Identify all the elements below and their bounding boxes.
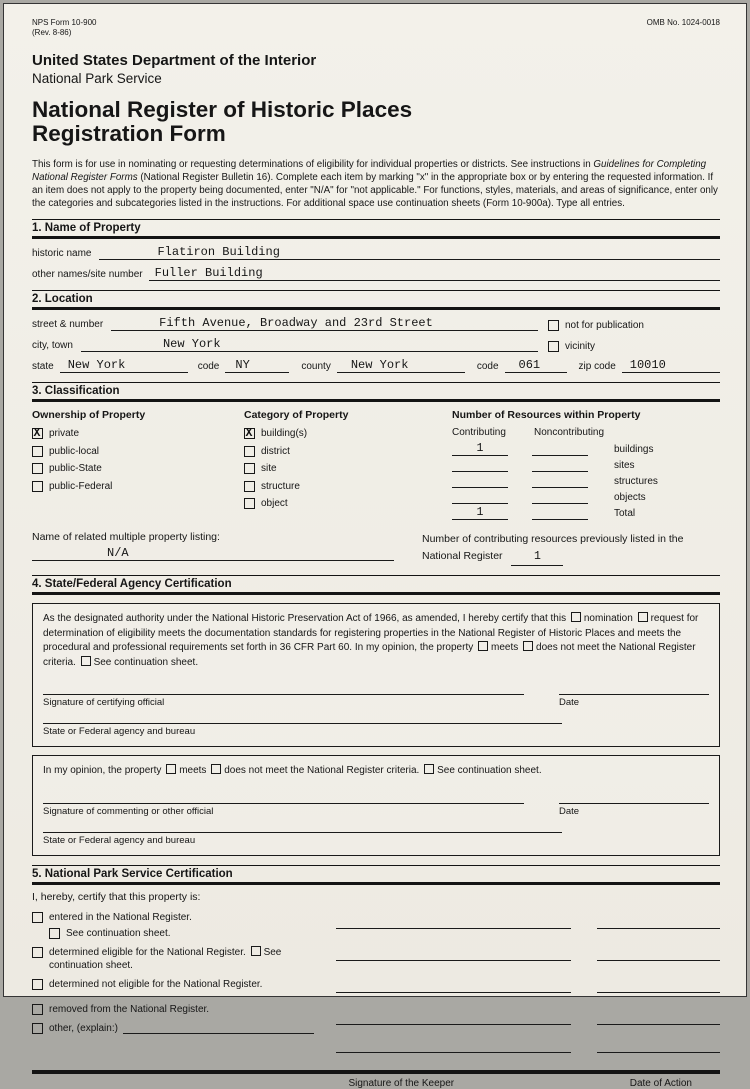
state-row <box>32 356 720 373</box>
contributing-objects-field[interactable] <box>452 491 508 504</box>
signature-line-pair-4 <box>336 1012 720 1025</box>
date-of-action-caption: Date of Action <box>629 1077 692 1089</box>
form-meta-row <box>32 18 720 39</box>
ownership-option-public-state <box>32 462 244 475</box>
not-for-publication-checkbox[interactable] <box>548 320 559 331</box>
city-value: New York <box>162 336 221 351</box>
resource-row-buildings <box>452 441 720 456</box>
previously-listed-label: Number of contributing resources previously listed in the National Register <box>422 533 684 562</box>
historic-name-label: historic name <box>32 248 92 260</box>
label-site: site <box>261 463 277 475</box>
certification-box-1 <box>32 603 720 747</box>
other-label: other, (explain:) <box>49 1022 118 1034</box>
multiple-listing-label: Name of related multiple property listing: <box>32 531 220 544</box>
previously-listed-block <box>422 531 720 566</box>
contributing-buildings-field[interactable]: 1 <box>452 442 508 456</box>
agency-title: National Park Service <box>32 70 162 86</box>
checkbox-public-federal[interactable] <box>32 481 43 492</box>
other-names-field[interactable] <box>149 266 720 281</box>
resource-label-total: Total <box>614 508 636 520</box>
noncontributing-header: Noncontributing <box>534 427 605 439</box>
omb-number: OMB No. 1024-0018 <box>646 18 720 27</box>
checkbox-site[interactable] <box>244 463 255 474</box>
resource-label-sites: sites <box>614 460 635 472</box>
category-title: Category of Property <box>244 409 349 422</box>
label-object: object <box>261 498 288 510</box>
historic-name-field[interactable] <box>99 245 720 260</box>
option-other <box>32 1022 314 1036</box>
certification-box-2 <box>32 755 720 856</box>
street-value: Fifth Avenue, Broadway and 23rd Street <box>159 315 433 330</box>
keeper-caption-row <box>32 1074 720 1089</box>
certifying-date-field[interactable]: Date <box>559 694 709 708</box>
category-option-site <box>244 462 452 475</box>
contributing-total-field[interactable]: 1 <box>452 506 508 520</box>
form-number: NPS Form 10-900 <box>32 18 97 27</box>
nomination-label: nomination <box>583 613 633 625</box>
label-public-local: public-local <box>49 445 100 457</box>
removed-checkbox[interactable] <box>32 1004 43 1015</box>
county-value: New York <box>350 357 409 372</box>
agency-bureau-row-2 <box>43 832 709 846</box>
category-option-district <box>244 445 452 458</box>
agency-bureau-row-1 <box>43 723 709 737</box>
determined-eligible-checkbox[interactable] <box>32 947 43 958</box>
zip-code-label: zip code <box>578 361 616 373</box>
section-1-heading: 1. Name of Property <box>32 219 720 239</box>
entered-label: entered in the National Register. <box>49 911 192 923</box>
state-code-field[interactable] <box>225 358 289 373</box>
agency-bureau-field-2[interactable]: State or Federal agency and bureau <box>43 832 562 846</box>
determined-eligible-label: determined eligible for the National Register. <box>49 946 246 958</box>
continuation-checkbox-1[interactable] <box>81 656 91 666</box>
resource-label-buildings: buildings <box>614 444 654 456</box>
street-label: street & number <box>32 319 104 331</box>
vicinity-label: vicinity <box>565 341 596 353</box>
nps-certify-intro: I, hereby, certify that this property is: <box>32 890 201 903</box>
multiple-listing-field[interactable] <box>32 546 394 561</box>
certifying-signature-field[interactable]: Signature of certifying official <box>43 694 524 708</box>
form-instructions: This form is for use in nominating or requesting determinations of eligibility for individual properties or districts. See instructions in Guidelines for Completing National Register Forms (National Register Bulletin 16). Complete each item by marking "x" in the appropriate box or by entering the requested information. If an item does not apply to the property being documented, enter "N/A" for "not applicable." For functions, styles, materials, and areas of significance, enter only the categories and subcategories listed in the instructions. For additional space use continuation sheets (Form 10-900a). Type all entries. <box>32 158 718 210</box>
state-code-label: code <box>197 361 220 373</box>
resources-title: Number of Resources within Property <box>452 409 641 422</box>
nps-certification-grid <box>32 906 720 1068</box>
action-date-field-3[interactable] <box>597 980 720 993</box>
classification-columns <box>32 409 720 521</box>
county-label: county <box>301 361 331 373</box>
section-4-heading: 4. State/Federal Agency Certification <box>32 575 720 595</box>
zip-code-value: 10010 <box>629 357 666 372</box>
resources-header-row <box>452 427 720 438</box>
document-title <box>32 98 720 146</box>
state-label: state <box>32 361 54 373</box>
determined-not-eligible-checkbox[interactable] <box>32 979 43 990</box>
resource-label-structures: structures <box>614 476 658 488</box>
commenting-signature-field[interactable]: Signature of commenting or other official <box>43 803 524 817</box>
section-3-heading: 3. Classification <box>32 382 720 402</box>
action-date-field-5[interactable] <box>597 1040 720 1053</box>
multiple-listing-value: N/A <box>107 545 129 560</box>
signature-row-2 <box>43 803 709 817</box>
ownership-title: Ownership of Property <box>32 409 146 422</box>
keeper-signature-field-3[interactable] <box>336 980 571 993</box>
label-private: private <box>49 428 80 440</box>
noncontributing-objects-field[interactable] <box>532 491 588 504</box>
category-option-object <box>244 497 452 510</box>
meets-label-1: meets <box>491 642 519 654</box>
checkbox-district[interactable] <box>244 446 255 457</box>
resource-label-objects: objects <box>614 492 646 504</box>
option-determined-eligible <box>32 946 314 973</box>
noncontributing-total-field[interactable] <box>532 507 588 520</box>
section-5-heading: 5. National Park Service Certification <box>32 865 720 885</box>
multiple-listing-block <box>32 531 422 566</box>
other-explain-field[interactable] <box>123 1022 314 1034</box>
state-field[interactable] <box>60 358 188 373</box>
county-code-value: 061 <box>518 357 541 372</box>
contributing-sites-field[interactable] <box>452 459 508 472</box>
city-row <box>32 335 720 352</box>
multiple-listing-row <box>32 531 720 566</box>
checkbox-public-state[interactable] <box>32 463 43 474</box>
category-column <box>244 409 452 521</box>
nomination-checkbox[interactable] <box>571 612 581 622</box>
street-field[interactable] <box>111 316 538 331</box>
agency-bureau-field-1[interactable]: State or Federal agency and bureau <box>43 723 562 737</box>
keeper-signature-field-2[interactable] <box>336 948 571 961</box>
continuation-label-1: See continuation sheet. <box>93 656 199 668</box>
keeper-signature-field-5[interactable] <box>336 1040 571 1053</box>
label-structure: structure <box>261 480 300 492</box>
certification-text-2: In my opinion, the property meets does not meet the National Register criteria. See continuation sheet. <box>43 765 542 777</box>
action-date-field-4[interactable] <box>597 1012 720 1025</box>
option-removed <box>32 1003 314 1017</box>
eligible-continuation-checkbox[interactable] <box>251 946 261 956</box>
entered-continuation-label: See continuation sheet. <box>66 928 171 940</box>
city-label: city, town <box>32 340 73 352</box>
commenting-date-field[interactable]: Date <box>559 803 709 817</box>
nps-options <box>32 906 314 1068</box>
county-field[interactable] <box>337 358 465 373</box>
form-revision: (Rev. 8-86) <box>32 28 72 38</box>
ownership-option-private <box>32 427 244 440</box>
state-value: New York <box>67 357 126 372</box>
zip-code-field[interactable] <box>622 358 720 373</box>
checkbox-object[interactable] <box>244 498 255 509</box>
ownership-option-public-local <box>32 445 244 458</box>
continuation-checkbox-2[interactable] <box>424 764 434 774</box>
signature-row-1 <box>43 694 709 708</box>
meets-checkbox-2[interactable] <box>166 764 176 774</box>
checkbox-public-local[interactable] <box>32 446 43 457</box>
keeper-signature-field-1[interactable] <box>336 916 571 929</box>
continuation-label-2: See continuation sheet. <box>437 765 542 777</box>
category-option-buildings <box>244 427 452 440</box>
certification-text-1: As the designated authority under the National Historic Preservation Act of 1966, as amended, I hereby certify that this nomination request for determination of eligibility meets the documentation standards for registering properties in the National Register of Historic Places and meets the procedural and professional requirements set forth in 36 CFR Part 60. In my opinion, the property meets does not meet the National Register criteria. See continuation sheet. <box>43 613 699 668</box>
resource-row-total <box>452 505 720 520</box>
county-code-label: code <box>476 361 499 373</box>
vicinity-option <box>548 341 720 352</box>
vicinity-checkbox[interactable] <box>548 341 559 352</box>
option-entered-continuation <box>49 927 314 941</box>
does-not-meet-label-1: does not meet the National Register criteria. <box>43 642 696 668</box>
signature-line-pair-2 <box>336 948 720 961</box>
determined-not-eligible-label: determined not eligible for the National Register. <box>49 978 263 990</box>
previously-listed-field[interactable]: 1 <box>511 548 563 567</box>
resource-row-sites <box>452 457 720 472</box>
checkbox-buildings[interactable] <box>244 428 255 439</box>
not-for-publication-option <box>548 320 720 331</box>
form-page <box>3 3 747 1089</box>
resource-row-structures <box>452 473 720 488</box>
option-determined-not-eligible <box>32 978 314 992</box>
does-not-meet-checkbox-2[interactable] <box>211 764 221 774</box>
meets-label-2: meets <box>179 765 207 777</box>
county-code-field[interactable] <box>505 358 567 373</box>
contributing-header: Contributing <box>452 427 506 439</box>
action-date-field-1[interactable] <box>597 916 720 929</box>
meets-checkbox-1[interactable] <box>478 641 488 651</box>
city-field[interactable] <box>81 337 538 352</box>
entered-checkbox[interactable] <box>32 912 43 923</box>
signature-line-pair-3 <box>336 980 720 993</box>
historic-name-value: Flatiron Building <box>157 244 280 259</box>
checkbox-private[interactable] <box>32 428 43 439</box>
keeper-caption: Signature of the Keeper <box>348 1077 455 1089</box>
ownership-column <box>32 409 244 521</box>
resources-column <box>452 409 720 521</box>
label-district: district <box>261 445 290 457</box>
signature-line-pair-1 <box>336 916 720 929</box>
removed-label: removed from the National Register. <box>49 1004 210 1016</box>
other-names-label: other names/site number <box>32 269 143 281</box>
request-checkbox[interactable] <box>638 612 648 622</box>
noncontributing-buildings-field[interactable] <box>532 443 588 456</box>
nps-signature-lines <box>314 906 720 1068</box>
resource-row-objects <box>452 489 720 504</box>
historic-name-row <box>32 243 720 260</box>
action-date-field-2[interactable] <box>597 948 720 961</box>
not-for-publication-label: not for publication <box>565 320 644 332</box>
ownership-option-public-federal <box>32 480 244 493</box>
document-title-line2: Registration Form <box>32 120 226 146</box>
document-title-line1: National Register of Historic Places <box>32 96 413 122</box>
instructions-italic-title: Guidelines for Completing National Register Forms <box>32 158 707 184</box>
label-buildings: building(s) <box>261 428 308 440</box>
other-names-row <box>32 264 720 281</box>
label-public-federal: public-Federal <box>49 480 113 492</box>
noncontributing-structures-field[interactable] <box>532 475 588 488</box>
signature-line-pair-5 <box>336 1040 720 1053</box>
label-public-state: public-State <box>49 463 102 475</box>
does-not-meet-label-2: does not meet the National Register criteria. <box>224 765 420 777</box>
street-row <box>32 314 720 331</box>
checkbox-structure[interactable] <box>244 481 255 492</box>
other-names-value: Fuller Building <box>154 265 263 280</box>
eligible-continuation-label: See continuation sheet. <box>49 946 282 972</box>
category-option-structure <box>244 480 452 493</box>
entered-continuation-checkbox[interactable] <box>49 928 60 939</box>
state-code-value: NY <box>235 357 250 372</box>
other-checkbox[interactable] <box>32 1023 43 1034</box>
department-title: United States Department of the Interior <box>32 51 317 69</box>
option-entered <box>32 911 314 925</box>
keeper-signature-field-4[interactable] <box>336 1012 571 1025</box>
contributing-structures-field[interactable] <box>452 475 508 488</box>
noncontributing-sites-field[interactable] <box>532 459 588 472</box>
section-2-heading: 2. Location <box>32 290 720 310</box>
does-not-meet-checkbox-1[interactable] <box>523 641 533 651</box>
